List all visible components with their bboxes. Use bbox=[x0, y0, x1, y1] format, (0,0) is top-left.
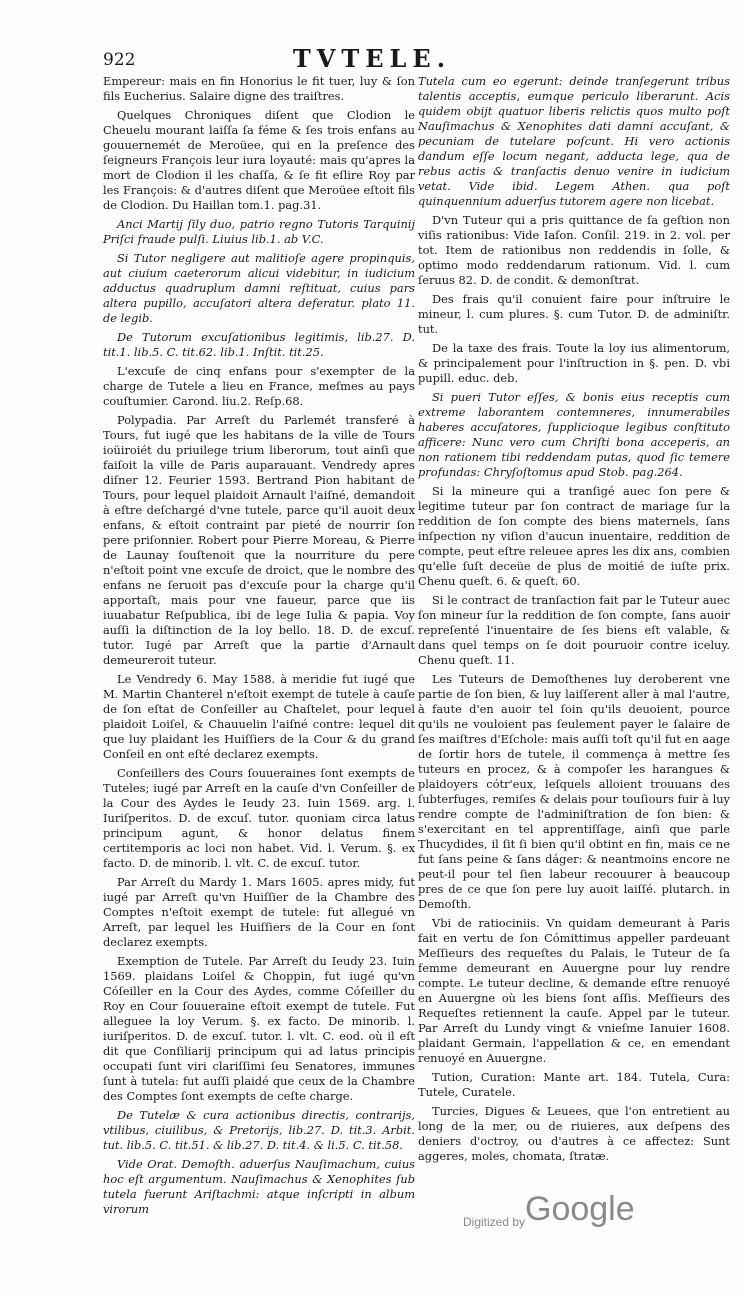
paragraph: De la taxe des frais. Toute la loy ius alimentorum, & principalement pour l'inſtruction in §. pen. D. vbi pupill. educ. deb. bbox=[418, 341, 730, 385]
google-logo: Google bbox=[525, 1190, 635, 1228]
paragraph: De Tutorum excuſationibus legitimis, lib.27. D. tit.1. lib.5. C. tit.62. lib.1. Inſtit. tit.25. bbox=[103, 330, 415, 359]
paragraph: Empereur: mais en fin Honorius le fit tuer, luy & ſon fils Eucherius. Salaire digne des traiſtres. bbox=[103, 74, 415, 103]
paragraph: Par Arreſt du Mardy 1. Mars 1605. apres midy, fut iugé par Arreſt qu'vn Huiſſier de la Chambre des Comptes n'eſtoit exempt de tutele: fut allegué vn Arreſt, par lequel les Huiſſiers de la Cour en ſont declarez exempts. bbox=[103, 875, 415, 949]
paragraph: Le Vendredy 6. May 1588. à meridie fut iugé que M. Martin Chanterel n'eſtoit exempt de tutele à cauſe de ſon eſtat de Conſeiller au Chaſtelet, pour lequel plaidoit Loiſel, & Chauuelin l'aiſné contre: lequel dit que luy plaidant les Huiſſiers de la Cour & du grand Conſeil en ont eſté declarez exempts. bbox=[103, 672, 415, 761]
paragraph: Les Tuteurs de Demoſthenes luy deroberent vne partie de ſon bien, & luy laiſſerent aller à mal l'autre, à faute d'en auoir tel ſoin qu'ils deuoient, pource qu'ils ne vouloient pas ſeulement payer le ſalaire de ſes maiſtres d'Eſchole: mais auſſi toſt qu'il fut en aage de ſortir hors de tutele, il commença à mettre ſes tuteurs en procez, & à compoſer les harangues & plaidoyers cótr'eux, leſquels alloient trouuans des ſubterfuges, remiſes & delais pour touſiours fuir à luy rendre compte de l'adminiſtration de ſon bien: & s'exercitant en tel apprentiſſage, ainſi que parle Thucydides, il ſit ſi bien qu'il obtint en fin, mais ce ne fut ſans peine & ſans dáger: & neantmoins encore ne peut-il pour tel ſien labeur recouurer à beaucoup pres de ce que ſon pere luy auoit laiſſé. plutarch. in Demoſth. bbox=[418, 672, 730, 911]
paragraph: Tution, Curation: Mante art. 184. Tutela, Cura: Tutele, Curatele. bbox=[418, 1070, 730, 1099]
paragraph: Des frais qu'il conuient faire pour inſtruire le mineur, l. cum plures. §. cum Tutor. D. de adminiſtr. tut. bbox=[418, 292, 730, 336]
paragraph: D'vn Tuteur qui a pris quittance de ſa geſtion non viſis rationibus: Vide Iaſon. Conſil. 219. in 2. vol. per tot. Item de rationibus non reddendis in ſolle, & optimo modo reddendarum rationum. Vid. l. cum ſeruus 82. D. de condit. & demonſtrat. bbox=[418, 213, 730, 287]
right-column bbox=[418, 74, 730, 1254]
paragraph: Exemption de Tutele. Par Arreſt du Ieudy 23. Iuin 1569. plaidans Loiſel & Choppin, fut iugé qu'vn Cóſeiller en la Cour des Aydes, comme Cóſeiller du Roy en Cour ſouueraine eſtoit exempt de tutele. Fut alleguee la loy Verum. §. ex facto. De minorib. l. iuriſperitos. D. de excuſ. tutor. l. vlt. C. eod. où il eſt dit que Conſiliarij principum qui ad latus principis occupati ſunt viri clariſſimi ſeu Senatores, immunes ſunt à tutela: fut auſſi plaidé que ceux de la Chambre des Comptes ſont exempts de ceſte charge. bbox=[103, 954, 415, 1103]
running-title: TVTELE. bbox=[292, 44, 452, 73]
paragraph: Anci Martij ſily duo, patrio regno Tutoris Tarquinij Priſci fraude pulſi. Liuius lib.1. ab V.C. bbox=[103, 217, 415, 246]
paragraph: Tutela cum eo egerunt: deinde tranſegerunt tribus talentis acceptis, eumque periculo liberarunt. Acis quidem obijt quatuor liberis relictis quos multo poſt Nauſimachus & Xenophites dati damni accuſant, & pecuniam de tutelare poſcunt. Hi vero actionis dandum eſſe locum negant, adducta lege, qua de rebus actis & tranſactis denuo venire in iudicium vetat. Vide ibid. Legem Athen. qua poſt quinquennium aduerſus tutorem agere non licebat. bbox=[418, 74, 730, 208]
left-column bbox=[103, 74, 415, 1254]
digitized-by-label: Digitized by bbox=[463, 1215, 526, 1229]
paragraph: Conſeillers des Cours ſouueraines ſont exempts de Tuteles; iugé par Arreſt en la cauſe d'vn Conſeiller de la Cour des Aydes le Ieudy 23. Iuin 1569. arg. l. Iuriſperitos. D. de excuſ. tutor. quoniam circa latus principum agunt, & honor delatus finem certitemporis ac loci non habet. Vid. l. Verum. §. ex facto. D. de minorib. l. vlt. C. de excuſ. tutor. bbox=[103, 766, 415, 870]
page-number: 922 bbox=[103, 50, 136, 70]
paragraph: Vide Orat. Demoſth. aduerſus Nauſimachum, cuius hoc eſt argumentum. Nauſimachus & Xenophites ſub tutela fuerunt Ariſtachmi: atque inſcripti in album virorum bbox=[103, 1157, 415, 1216]
paragraph: Vbi de ratiociniis. Vn quidam demeurant à Paris fait en vertu de ſon Cómittimus appeller pardeuant Meſſieurs des requeſtes du Palais, le Tuteur de ſa femme demeurant en Auuergne pour luy rendre compte. Le tuteur decline, & demande eſtre renuoyé en Auuergne où les biens ſont aſſis. Meſſieurs des Requeſtes retiennent la cauſe. Appel par le tuteur. Par Arreſt du Lundy vingt & vnieſme Ianuier 1608. plaidant Germain, l'appellation & ce, en emendant renuoyé en Auuergne. bbox=[418, 916, 730, 1065]
paragraph: Quelques Chroniques diſent que Clodion le Cheuelu mourant laiſſa ſa féme & ſes trois enfans au gouuernemét de Meroüee, qui en la preſence des ſeigneurs François leur iura loyauté: mais qu'apres la mort de Clodion il les chaſſa, & ſe fit eſlire Roy par les François: & d'autres diſent que Meroüee eſtoit fils de Clodion. Du Haillan tom.1. pag.31. bbox=[103, 108, 415, 212]
paragraph: Si la mineure qui a tranſigé auec ſon pere & legitime tuteur par ſon contract de mariage ſur la reddition de ſon compte des biens maternels, ſans inſpection ny viſion d'aucun inuentaire, reddition de compte, peut eſtre releuee apres les dix ans, combien qu'elle ſuſt deceüe de plus de moitié de iuſte prix. Chenu queſt. 6. & queſt. 60. bbox=[418, 484, 730, 588]
paragraph: De Tutelæ & cura actionibus directis, contrarijs, vtilibus, ciuilibus, & Pretorijs, lib.27. D. tit.3. Arbit. tut. lib.5. C. tit.51. & lib.27. D. tit.4. & li.5. C. tit.58. bbox=[103, 1108, 415, 1152]
paragraph: Turcies, Digues & Leuees, que l'on entretient au long de la mer, ou de riuieres, aux deſpens des deniers d'octroy, ou d'autres à ce affectez: Sunt aggeres, moles, chomata, ſtratæ. bbox=[418, 1104, 730, 1163]
paragraph: Si pueri Tutor eſſes, & bonis eius receptis cum extreme laborantem contemneres, innumerabiles haberes accuſatores, ſupplicioque legibus conſtituto afficere: Nunc vero cum Chriſti bona acceperis, an non rationem tibi reddendam putas, quod ſic temere profundas: Chryſoſtomus apud Stob. pag.264. bbox=[418, 390, 730, 479]
paragraph: Polypadia. Par Arreſt du Parlemét transferé à Tours, fut iugé que les habitans de la ville de Tours ioüiroiét du priuilege trium liberorum, tout ainſi que faiſoit la ville de Paris auparauant. Vendredy apres diſner 12. Feurier 1593. Bertrand Pion habitant de Tours, pour lequel plaidoit Arnault l'aiſné, demandoit à eſtre deſchargé d'vne tutele, parce qu'il auoit deux enfans, & eſtoit contraint par pieté de nourrir ſon pere priſonnier. Robert pour Pierre Moreau, & Pierre de Launay ſouſtenoit que la nourriture du pere n'eſtoit point vne excuſe de droict, que le nombre des enfans ne ſeruoit pas d'excuſe pour la charge qu'il apportaſt, mais pour vne faueur, parce que iis iuuabatur Reſpublica, ibi de lege Iulia & papia. Voy auſſi la diſtinction de la loy bello. 18. D. de excuſ. tutor. Iugé par Arreſt que la partie d'Arnault demeureroit tuteur. bbox=[103, 413, 415, 667]
paragraph: Si le contract de tranſaction fait par le Tuteur auec ſon mineur ſur la reddition de ſon compte, ſans auoir repreſenté l'inuentaire de ſes biens eſt valable, & dans quel temps on ſe doit pouruoir contre iceluy. Chenu queſt. 11. bbox=[418, 593, 730, 667]
paragraph: Si Tutor negligere aut malitioſe agere propinquis, aut ciuium caeterorum alicui videbitur, in iudicium adductus quadruplum damni reſtituat, cuius pars altera pupillo, accuſatori altera deferatur. plato 11. de legib. bbox=[103, 251, 415, 325]
paragraph: L'excuſe de cinq enfans pour s'exempter de la charge de Tutele a lieu en France, meſmes au pays couſtumier. Carond. liu.2. Reſp.68. bbox=[103, 364, 415, 408]
